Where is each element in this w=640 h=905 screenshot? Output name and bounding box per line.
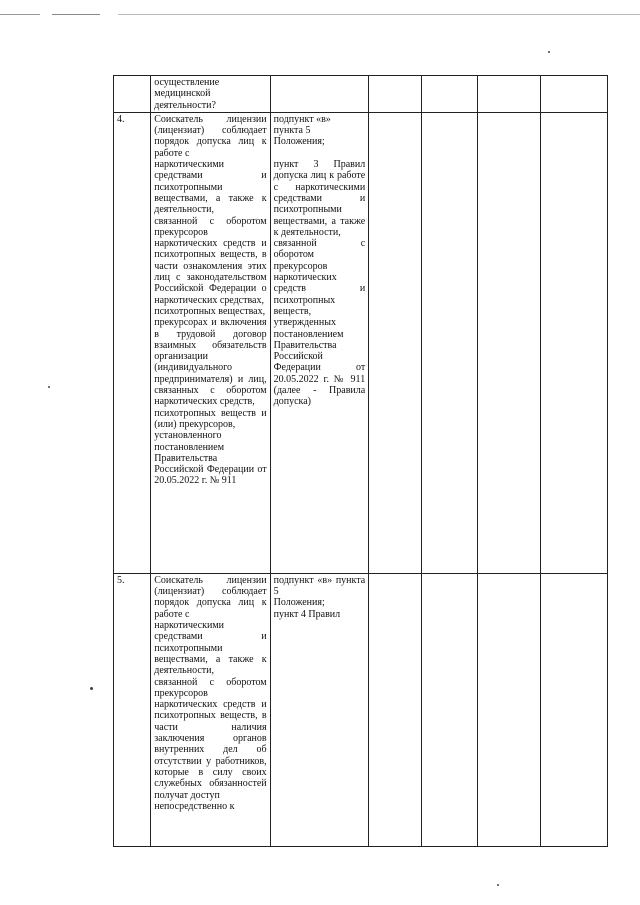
row-number: 4. (114, 112, 151, 573)
scan-speck (497, 884, 499, 886)
answer-cell (477, 112, 541, 573)
table-row (114, 112, 608, 573)
answer-cell (369, 573, 422, 846)
checklist-table (113, 75, 608, 847)
table-row (114, 573, 608, 846)
scan-speck (548, 51, 550, 53)
answer-cell (541, 76, 608, 113)
question-cell: осуществление медицинской деятельности? (151, 76, 270, 113)
answer-cell (421, 573, 477, 846)
scan-speck (90, 687, 93, 690)
answer-cell (541, 573, 608, 846)
reference-cell: подпункт «в» пункта 5 Положения; пункт 4 Правил (270, 573, 369, 846)
reference-cell (270, 76, 369, 113)
answer-cell (369, 76, 422, 113)
row-number: 5. (114, 573, 151, 846)
reference-cell: подпункт «в» пункта 5 Положения; пункт 3 Правил допуска лиц к работе с наркотическими средствами и психотропными веществами, а также к деятельности, связанной с оборотом прекурсоров наркотических средств и психотропных веществ, утвержденных постановлением Правительства Российской Федерации от 20.05.2022 г. № 911 (далее - Правила допуска) (270, 112, 369, 573)
scan-artifact-line (0, 14, 640, 15)
scan-speck (48, 386, 50, 388)
table-row (114, 76, 608, 113)
row-number (114, 76, 151, 113)
answer-cell (421, 76, 477, 113)
answer-cell (477, 76, 541, 113)
question-cell: Соискатель лицензии (лицензиат) соблюдает порядок допуска лиц к работе с наркотическими средствами и психотропными веществами, а также к деятельности, связанной с оборотом прекурсоров наркотических средств и психотропных веществ, в части ознакомления этих лиц с законодательством Российской Федерации о наркотических средствах, психотропных веществах, прекурсорах и включения в трудовой договор взаимных обязательств организации (индивидуального предпринимателя) и лиц, связанных с оборотом наркотических средств, психотропных веществ и (или) прекурсоров, установленного постановлением Правительства Российской Федерации от 20.05.2022 г. № 911 (151, 112, 270, 573)
answer-cell (541, 112, 608, 573)
answer-cell (421, 112, 477, 573)
question-cell: Соискатель лицензии (лицензиат) соблюдает порядок допуска лиц к работе с наркотическими средствами и психотропными веществами, а также к деятельности, связанной с оборотом прекурсоров наркотических средств и психотропных веществ, в части наличия заключения органов внутренних дел об отсутствии у работников, которые в силу своих служебных обязанностей получат доступ непосредственно к (151, 573, 270, 846)
answer-cell (369, 112, 422, 573)
answer-cell (477, 573, 541, 846)
